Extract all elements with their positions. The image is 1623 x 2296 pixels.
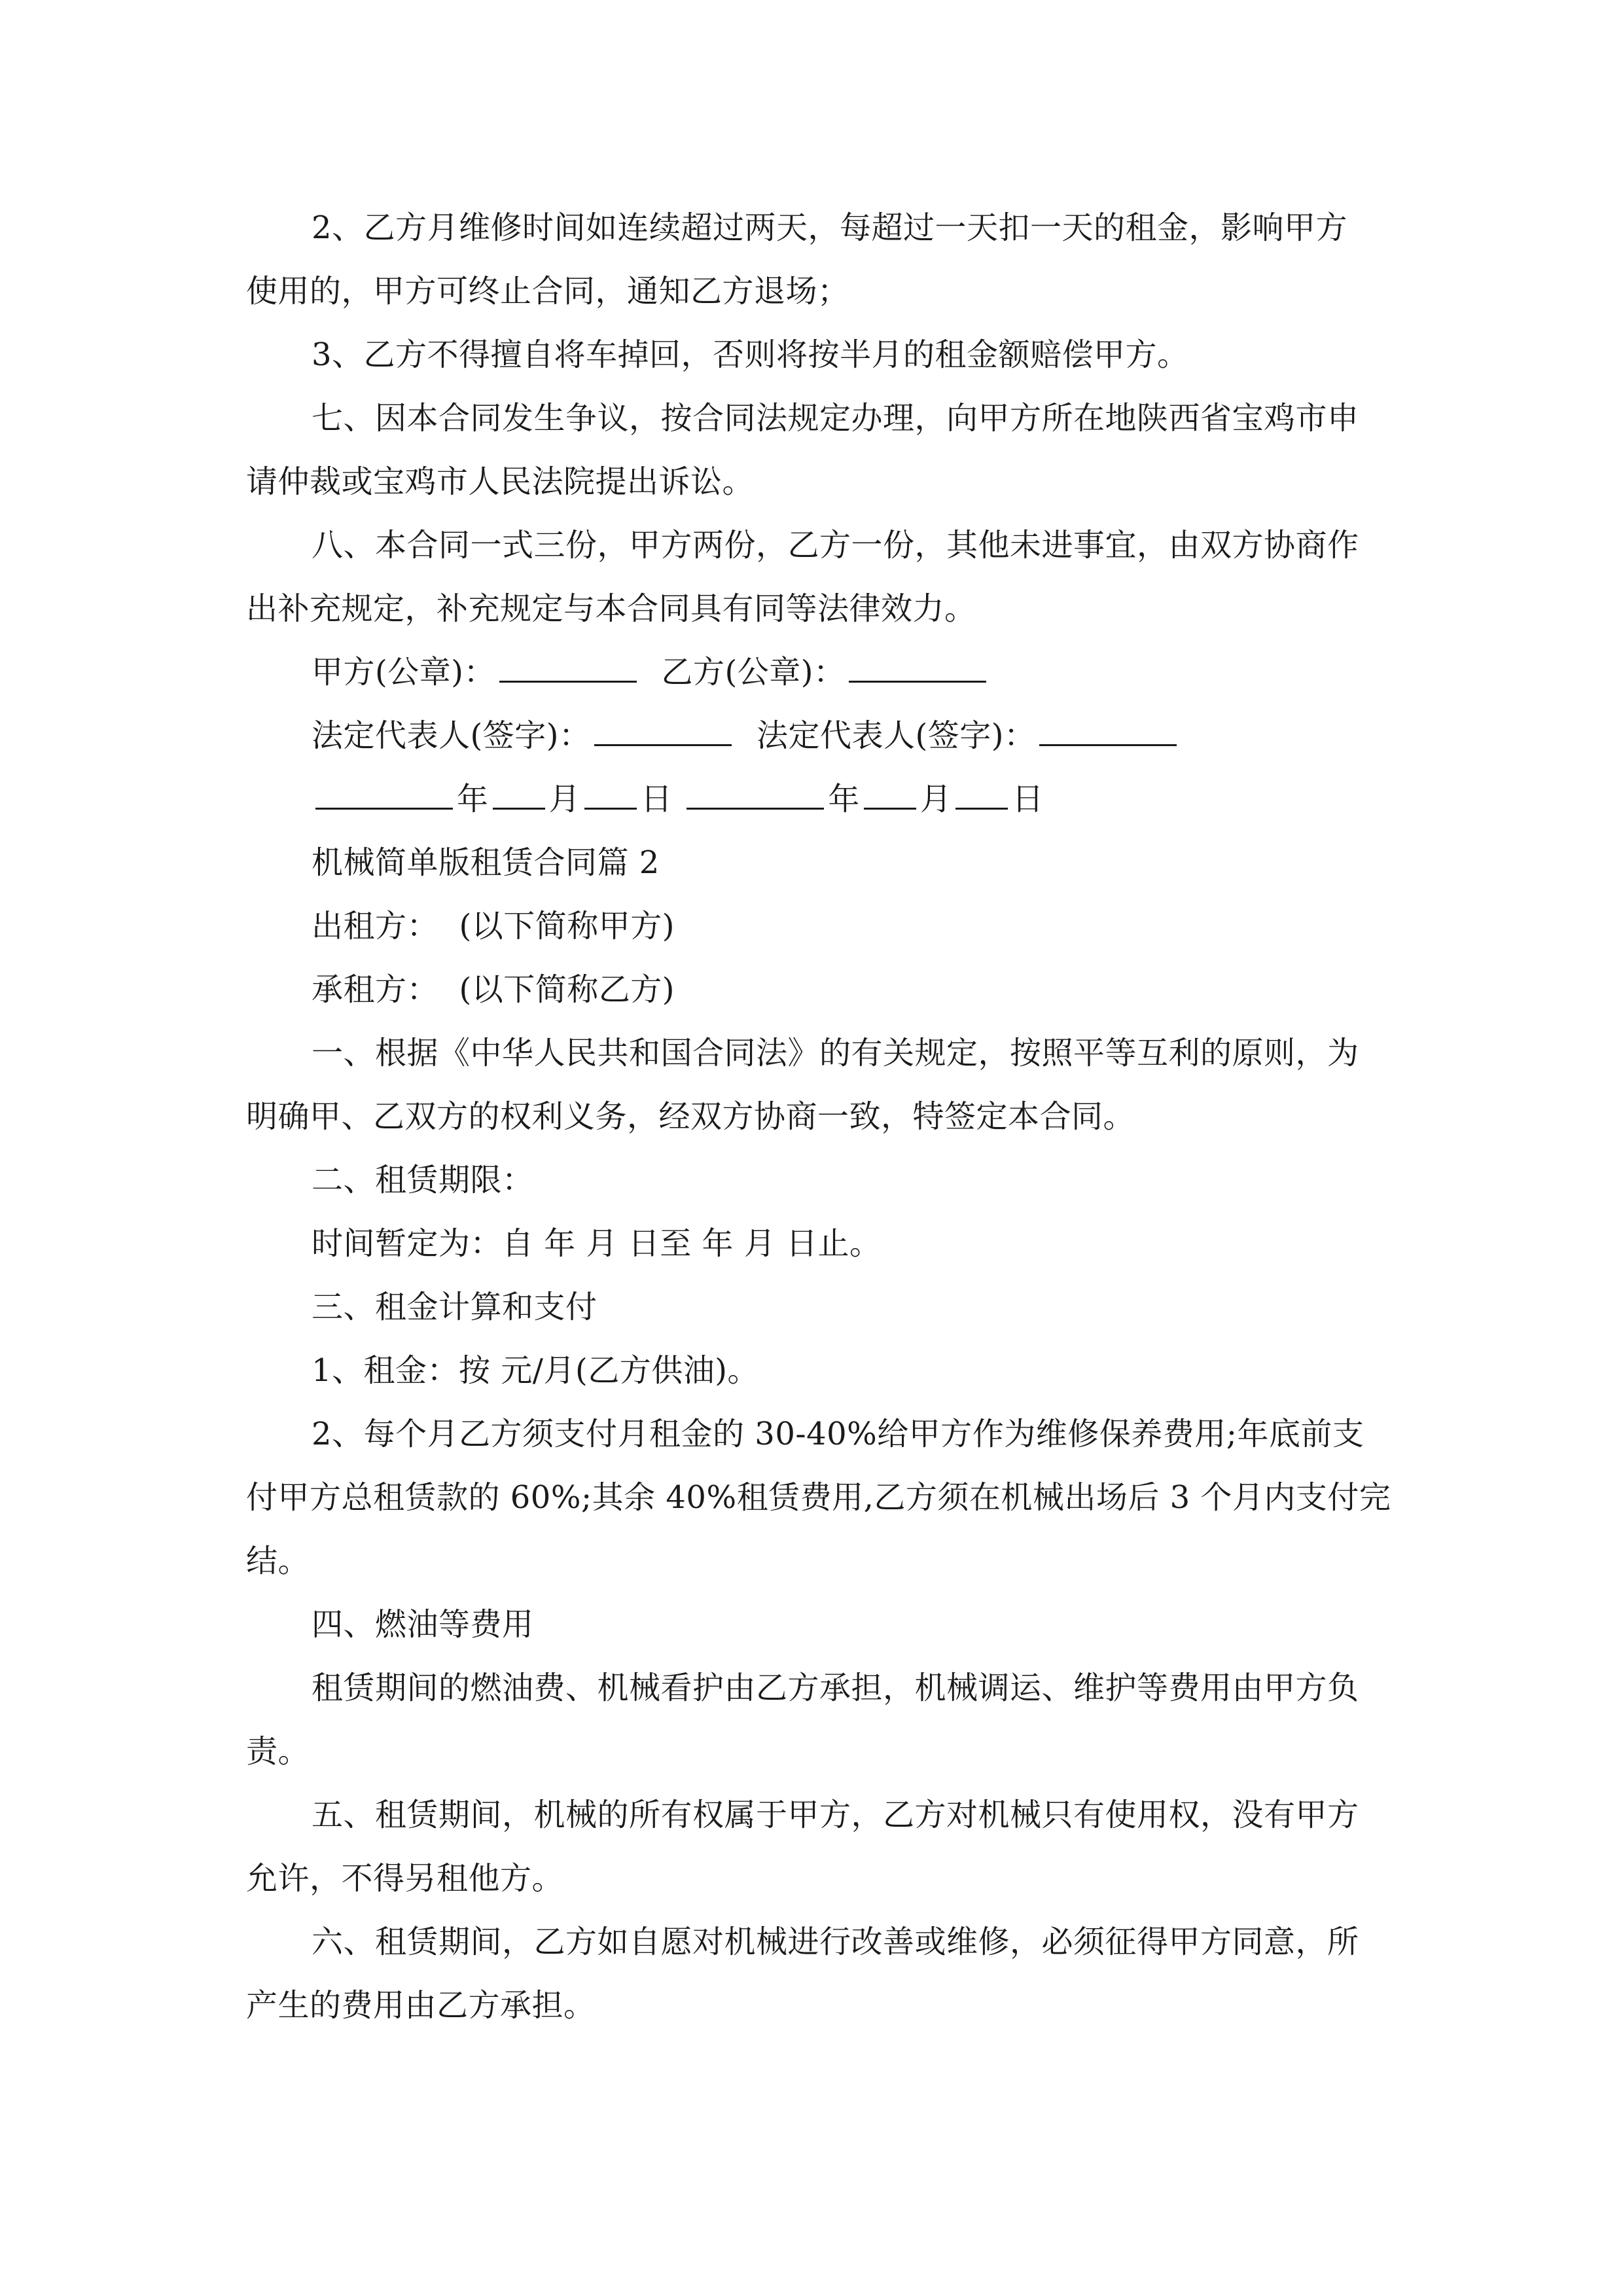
date-b-day-blank	[955, 780, 1008, 810]
section-1-line-1: 一、根据《中华人民共和国合同法》的有关规定，按照平等互利的原则，为	[312, 1035, 1359, 1071]
date-a-year-blank	[315, 780, 453, 810]
date-a-month: 月	[548, 781, 581, 817]
section-4-line-2: 责。	[246, 1733, 310, 1770]
section-3-item-2-line-3: 结。	[246, 1543, 310, 1579]
date-a-day-blank	[584, 780, 637, 810]
lessee-line: 承租方： (以下简称乙方)	[312, 971, 675, 1008]
article-7-line-1: 七、因本合同发生争议，按合同法规定办理，向甲方所在地陕西省宝鸡市申	[312, 400, 1359, 437]
section-6-line-2: 产生的费用由乙方承担。	[246, 1987, 596, 2024]
party-b-rep-blank	[1039, 717, 1177, 746]
date-b-month-blank	[864, 780, 916, 810]
party-a-rep-label: 法定代表人(签字)：	[312, 717, 591, 754]
section-4-title: 四、燃油等费用	[312, 1606, 534, 1643]
party-b-seal-blank	[849, 653, 986, 683]
section-5-line-2: 允许，不得另租他方。	[246, 1860, 564, 1897]
date-b-day: 日	[1012, 781, 1044, 817]
article-7-line-2: 请仲裁或宝鸡市人民法院提出诉讼。	[246, 463, 755, 500]
article-8-line-2: 出补充规定，补充规定与本合同具有同等法律效力。	[246, 590, 976, 627]
section-2-body: 时间暂定为：自 年 月 日至 年 月 日止。	[312, 1225, 882, 1262]
date-a-month-blank	[493, 780, 545, 810]
section-3-title: 三、租金计算和支付	[312, 1289, 597, 1325]
clause-2-line-2: 使用的，甲方可终止合同，通知乙方退场；	[246, 273, 849, 310]
section-4-line-1: 租赁期间的燃油费、机械看护由乙方承担，机械调运、维护等费用由甲方负	[312, 1670, 1359, 1706]
section-3-item-2-line-1: 2、每个月乙方须支付月租金的 30-40%给甲方作为维修保养费用;年底前支	[312, 1416, 1364, 1452]
section-3-item-2-line-2: 付甲方总租赁款的 60%;其余 40%租赁费用,乙方须在机械出场后 3 个月内支付完	[246, 1479, 1391, 1516]
seal-line	[246, 641, 1378, 704]
section-5-line-1: 五、租赁期间，机械的所有权属于甲方，乙方对机械只有使用权，没有甲方	[312, 1797, 1359, 1833]
party-b-seal-label: 乙方(公章)：	[661, 654, 846, 691]
party-b-rep-label: 法定代表人(签字)：	[756, 717, 1036, 754]
date-a-year: 年	[457, 781, 489, 817]
date-line	[246, 768, 1378, 831]
section-6-line-1: 六、租赁期间，乙方如自愿对机械进行改善或维修，必须征得甲方同意，所	[312, 1924, 1359, 1960]
section-2-title: 二、租赁期限：	[312, 1162, 534, 1198]
clause-2-line-1: 2、乙方月维修时间如连续超过两天，每超过一天扣一天的租金，影响甲方	[312, 209, 1348, 246]
date-b-year: 年	[828, 781, 860, 817]
clause-3: 3、乙方不得擅自将车掉回，否则将按半月的租金额赔偿甲方。	[312, 336, 1189, 373]
date-b-month: 月	[919, 781, 952, 817]
document-page	[246, 196, 1391, 2037]
party-a-rep-blank	[594, 717, 732, 746]
party-a-seal-label: 甲方(公章)：	[312, 654, 495, 691]
party-a-seal-blank	[499, 653, 637, 683]
date-a-day: 日	[641, 781, 673, 817]
lessor-line: 出租方： (以下简称甲方)	[312, 908, 675, 944]
article-8-line-1: 八、本合同一式三份，甲方两份，乙方一份，其他未进事宜，由双方协商作	[312, 527, 1359, 564]
section-3-item-1: 1、租金：按 元/月(乙方供油)。	[312, 1352, 759, 1389]
contract-2-title: 机械简单版租赁合同篇 2	[312, 844, 660, 881]
section-1-line-2: 明确甲、乙双方的权利义务，经双方协商一致，特签定本合同。	[246, 1098, 1135, 1135]
representative-line	[246, 704, 1378, 768]
date-b-year-blank	[687, 780, 824, 810]
